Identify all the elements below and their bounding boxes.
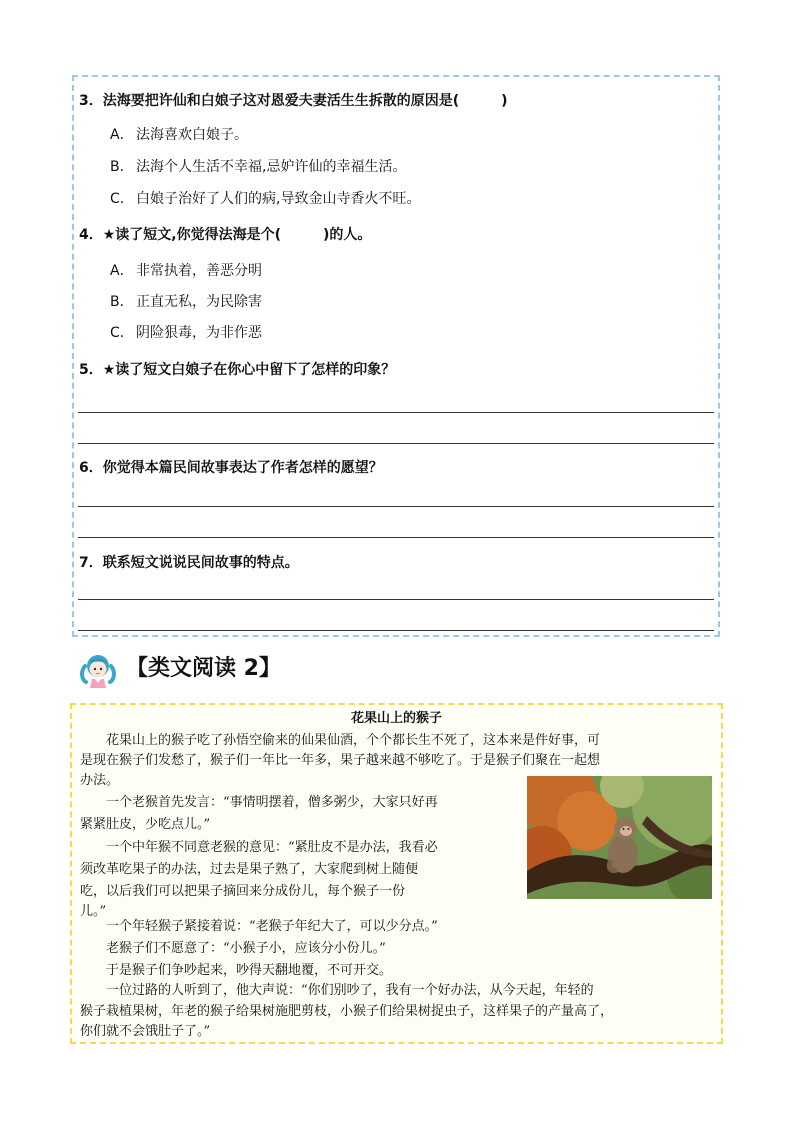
q3-option-b: B． 法海个人生活不幸福,忌妒许仙的幸福生活。 bbox=[110, 159, 407, 175]
answer-line bbox=[78, 412, 714, 413]
section-title: 【类文阅读 2】 bbox=[126, 656, 281, 681]
q3-option-c: C． 白娘子治好了人们的病,导致金山寺香火不旺。 bbox=[110, 191, 421, 207]
monkey-photo bbox=[527, 776, 712, 899]
story-line: 老猴子们不愿意了：“小猴子小，应该分小份儿。” bbox=[80, 941, 386, 956]
story-line: 一个年轻猴子紧接着说：“老猴子年纪大了，可以少分点。” bbox=[80, 919, 438, 934]
story-line: 一位过路的人听到了，他大声说：“你们别吵了，我有一个好办法，从今天起，年轻的 bbox=[80, 983, 594, 998]
question-6: 6．你觉得本篇民间故事表达了作者怎样的愿望？ bbox=[79, 460, 383, 476]
section-header bbox=[78, 648, 378, 692]
story-line: 紧紧肚皮，少吃点儿。” bbox=[80, 817, 211, 832]
question-7: 7．联系短文说说民间故事的特点。 bbox=[79, 555, 299, 571]
story-line: 一个老猴首先发言：“事情明摆着，僧多粥少，大家只好再 bbox=[80, 795, 438, 810]
story-box bbox=[70, 703, 723, 1044]
q4-option-b: B． 正直无私，为民除害 bbox=[110, 294, 262, 310]
story-title: 花果山上的猴子 bbox=[350, 711, 442, 726]
story-line: 一个中年猴不同意老猴的意见：“紧肚皮不是办法，我看必 bbox=[80, 840, 438, 855]
answer-line bbox=[78, 630, 714, 631]
q3-option-a: A． 法海喜欢白娘子。 bbox=[110, 127, 248, 143]
story-line: 于是猴子们争吵起来，吵得天翻地覆，不可开交。 bbox=[80, 963, 393, 978]
question-5: 5．★读了短文白娘子在你心中留下了怎样的印象？ bbox=[79, 362, 396, 378]
answer-line bbox=[78, 537, 714, 538]
question-4: 4．★读了短文,你觉得法海是个( )的人。 bbox=[79, 227, 372, 243]
answer-line bbox=[78, 443, 714, 444]
story-line: 你们就不会饿肚子了。” bbox=[80, 1024, 211, 1039]
question-3: 3．法海要把许仙和白娘子这对恩爱夫妻活生生拆散的原因是( ) bbox=[79, 93, 508, 109]
story-line: 吃，以后我们可以把果子摘回来分成份儿，每个猴子一份 bbox=[80, 884, 406, 899]
story-line: 花果山上的猴子吃了孙悟空偷来的仙果仙酒，个个都长生不死了，这本来是件好事，可 bbox=[80, 733, 601, 748]
q4-option-a: A． 非常执着，善恶分明 bbox=[110, 263, 262, 279]
answer-line bbox=[78, 599, 714, 600]
story-line: 须改革吃果子的办法，过去是果子熟了，大家爬到树上随便 bbox=[80, 862, 419, 877]
story-line: 是现在猴子们发愁了，猴子们一年比一年多，果子越来越不够吃了。于是猴子们聚在一起想 bbox=[80, 753, 601, 768]
questions-box bbox=[72, 75, 720, 637]
girl-mascot-icon bbox=[78, 648, 118, 688]
answer-line bbox=[78, 506, 714, 507]
story-line: 儿。” bbox=[80, 904, 107, 919]
story-line: 猴子栽植果树，年老的猴子给果树施肥剪枝，小猴子们给果树捉虫子，这样果子的产量高了， bbox=[80, 1004, 614, 1019]
q4-option-c: C． 阴险狠毒，为非作恶 bbox=[110, 325, 262, 341]
story-line: 办法。 bbox=[80, 773, 120, 788]
